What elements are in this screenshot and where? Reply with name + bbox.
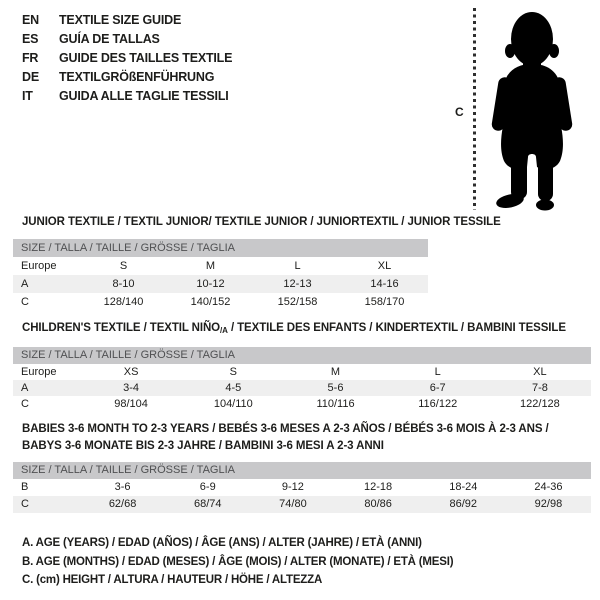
table-cell: S — [229, 366, 237, 378]
babies-section-title — [22, 421, 582, 455]
babies-title-line2: BABYS 3-6 MONATE BIS 2-3 JAHRE / BAMBINI 3-6 MESI A 2-3 ANNI — [22, 440, 384, 452]
table-cell: 3-6 — [114, 481, 131, 493]
table-cell: M — [205, 260, 216, 272]
table-cell: 6-7 — [429, 382, 446, 394]
row-label: A — [21, 278, 29, 290]
guide-title: GUIDE DES TAILLES TEXTILE — [59, 51, 233, 65]
children-title-subscript: /A — [220, 326, 228, 335]
table-cell: 8-10 — [112, 278, 135, 290]
table-cell: 98/104 — [114, 398, 148, 410]
table-cell: S — [119, 260, 128, 272]
table-cell: XS — [123, 366, 139, 378]
table-cell: XL — [533, 366, 547, 378]
row-label: C — [21, 398, 29, 410]
table-cell: 5-6 — [327, 382, 344, 394]
table-cell: 7-8 — [531, 382, 548, 394]
table-row — [13, 275, 428, 293]
table-size-header: SIZE / TALLA / TAILLE / GRÖSSE / TAGLIA — [13, 239, 428, 257]
table-cell: 9-12 — [281, 481, 304, 493]
language-title-list — [22, 11, 232, 106]
babies-size-table — [13, 462, 591, 513]
row-label: A — [21, 382, 29, 394]
table-cell: 128/140 — [103, 296, 144, 308]
table-cell: 6-9 — [199, 481, 216, 493]
table-row — [13, 257, 428, 275]
table-cell: 80/86 — [364, 498, 392, 510]
language-row — [22, 30, 232, 49]
junior-section-title: JUNIOR TEXTILE / TEXTIL JUNIOR/ TEXTILE JUNIOR / JUNIORTEXTIL / JUNIOR TESSILE — [22, 216, 501, 228]
children-title-text: CHILDREN'S TEXTILE / TEXTIL NIÑO — [22, 322, 221, 334]
table-cell: 24-36 — [534, 481, 563, 493]
height-dotted-line — [473, 8, 476, 210]
language-code: DE — [22, 70, 39, 84]
table-cell: M — [330, 366, 341, 378]
children-section-title — [22, 322, 566, 335]
table-cell: 140/152 — [190, 296, 231, 308]
table-cell: L — [294, 260, 301, 272]
language-row — [22, 68, 232, 87]
table-cell: 12-18 — [364, 481, 393, 493]
table-cell: 74/80 — [279, 498, 307, 510]
table-size-header: SIZE / TALLA / TAILLE / GRÖSSE / TAGLIA — [13, 462, 591, 479]
table-cell: 104/110 — [213, 398, 253, 410]
row-label: C — [21, 498, 29, 510]
table-cell: 68/74 — [193, 498, 222, 510]
table-cell: 86/92 — [449, 498, 478, 510]
table-cell: 62/68 — [108, 498, 137, 510]
guide-title: GUÍA DE TALLAS — [59, 32, 160, 46]
row-label: Europe — [21, 366, 57, 378]
guide-title: GUIDA ALLE TAGLIE TESSILI — [59, 89, 229, 103]
guide-title: TEXTILE SIZE GUIDE — [59, 13, 182, 27]
table-cell: 12-13 — [283, 278, 312, 290]
language-code: FR — [22, 51, 39, 65]
measure-legend — [22, 534, 453, 590]
height-measure-label: C — [455, 105, 464, 119]
table-size-header: SIZE / TALLA / TAILLE / GRÖSSE / TAGLIA — [13, 347, 591, 364]
legend-age-years: A. AGE (YEARS) / EDAD (AÑOS) / ÂGE (ANS) / ALTER (JAHRE) / ETÀ (ANNI) — [22, 537, 422, 549]
table-cell: L — [434, 366, 441, 378]
language-row — [22, 49, 232, 68]
legend-height-cm: C. (cm) HEIGHT / ALTURA / HAUTEUR / HÖHE / ALTEZZA — [22, 574, 323, 586]
language-row — [22, 87, 232, 106]
baby-silhouette-icon — [481, 9, 587, 213]
table-row — [13, 479, 591, 496]
row-label: C — [21, 296, 29, 308]
language-code: ES — [22, 32, 39, 46]
row-label: Europe — [21, 260, 57, 272]
children-title-text: / TEXTILE DES ENFANTS / KINDERTEXTIL / BAMBINI TESSILE — [227, 322, 566, 334]
table-row — [13, 496, 591, 513]
babies-title-line1: BABIES 3-6 MONTH TO 2-3 YEARS / BEBÉS 3-6 MESES A 2-3 AÑOS / BÉBÉS 3-6 MOIS À 2-3 ANS / — [22, 423, 549, 435]
table-row — [13, 364, 591, 380]
table-cell: 10-12 — [196, 278, 225, 290]
table-cell: 3-4 — [123, 382, 140, 394]
legend-age-months: B. AGE (MONTHS) / EDAD (MESES) / ÂGE (MOIS) / ALTER (MONATE) / ETÀ (MESI) — [22, 555, 454, 568]
table-cell: XL — [377, 260, 392, 272]
table-cell: 14-16 — [370, 278, 399, 290]
row-label: B — [21, 481, 29, 493]
guide-title: TEXTILGRÖßENFÜHRUNG — [59, 70, 215, 84]
table-row — [13, 396, 591, 412]
language-code: IT — [22, 89, 33, 103]
table-cell: 158/170 — [364, 296, 405, 308]
table-cell: 92/98 — [534, 498, 563, 510]
table-cell: 152/158 — [277, 296, 318, 308]
table-row — [13, 293, 428, 311]
table-cell: 110/116 — [316, 398, 355, 410]
table-cell: 122/128 — [520, 398, 560, 410]
children-size-table — [13, 347, 591, 412]
table-cell: 116/122 — [418, 398, 458, 410]
table-cell: 18-24 — [449, 481, 478, 493]
junior-size-table — [13, 239, 428, 311]
table-cell: 4-5 — [225, 382, 242, 394]
language-row — [22, 11, 232, 30]
language-code: EN — [22, 13, 39, 27]
table-row — [13, 380, 591, 396]
